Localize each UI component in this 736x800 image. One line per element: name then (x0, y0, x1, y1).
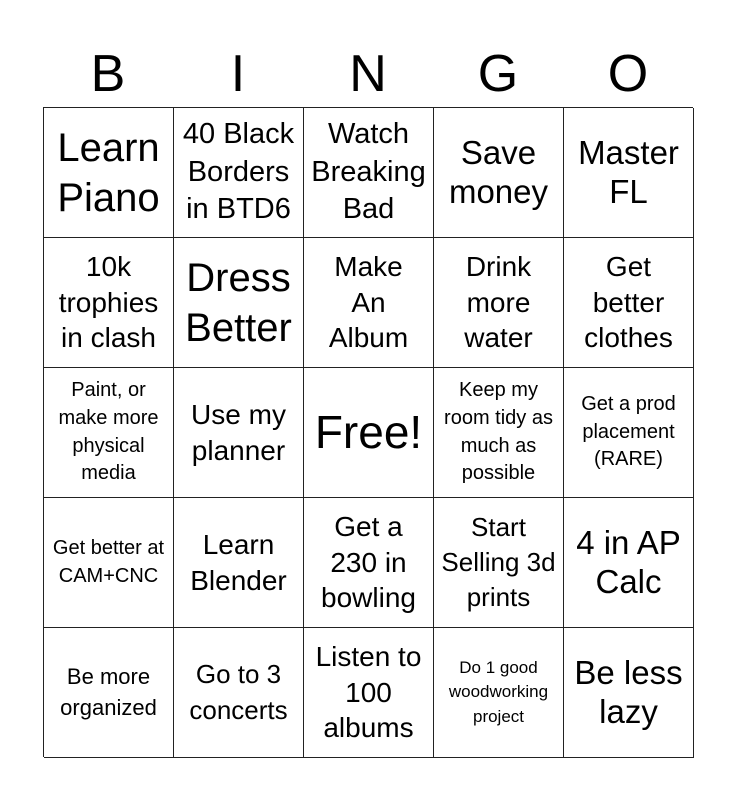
cell-text: Dress Better (185, 255, 292, 350)
bingo-cell[interactable] (304, 498, 434, 628)
bingo-cell[interactable] (174, 238, 304, 368)
bingo-cell[interactable] (434, 368, 564, 498)
bingo-cell[interactable] (434, 498, 564, 628)
header-letter-i: I (230, 45, 246, 103)
cell-text: Master FL (578, 133, 679, 210)
cell-text: Save money (448, 133, 549, 210)
bingo-cell[interactable] (44, 108, 174, 238)
cell-text: Paint, or make more physical media (58, 379, 159, 485)
bingo-cell[interactable] (44, 628, 174, 758)
cell-text: Be more organized (60, 664, 157, 720)
bingo-grid (43, 107, 693, 757)
bingo-cell[interactable] (44, 498, 174, 628)
cell-text: Be less lazy (574, 653, 683, 730)
cell-text: Go to 3 concerts (189, 659, 288, 725)
bingo-cell[interactable] (564, 498, 694, 628)
cell-text: 40 Black Borders in BTD6 (182, 117, 295, 226)
cell-text: Get a 230 in bowling (321, 510, 416, 614)
bingo-header (43, 40, 693, 108)
header-letter-b: B (90, 45, 126, 103)
bingo-cell[interactable] (564, 628, 694, 758)
cell-text: Use my planner (191, 398, 286, 466)
bingo-cell[interactable] (564, 368, 694, 498)
cell-text: Make An Album (328, 250, 409, 354)
bingo-cell[interactable] (304, 108, 434, 238)
cell-text: Drink more water (464, 250, 533, 354)
cell-text: Listen to 100 albums (315, 640, 422, 744)
bingo-cell[interactable] (304, 238, 434, 368)
bingo-cell[interactable] (304, 628, 434, 758)
cell-text: Start Selling 3d prints (441, 511, 556, 613)
bingo-cell[interactable] (174, 498, 304, 628)
bingo-cell[interactable] (564, 108, 694, 238)
cell-text: Free! (314, 405, 423, 458)
bingo-cell[interactable] (44, 368, 174, 498)
bingo-cell[interactable] (44, 238, 174, 368)
bingo-cell[interactable] (174, 368, 304, 498)
bingo-cell[interactable] (174, 628, 304, 758)
header-letter-g: G (477, 45, 519, 103)
cell-text: Get better clothes (584, 250, 673, 354)
bingo-cell[interactable] (434, 238, 564, 368)
cell-text: Get better at CAM+CNC (52, 536, 165, 587)
bingo-cell[interactable] (174, 108, 304, 238)
cell-text: Watch Breaking Bad (311, 117, 426, 226)
cell-text: Do 1 good woodworking project (448, 658, 549, 726)
cell-text: Get a prod placement (RARE) (581, 393, 676, 471)
header-letter-o: O (607, 45, 649, 103)
cell-text: Learn Piano (57, 125, 160, 220)
cell-text: Learn Blender (190, 528, 287, 596)
header-letter-n: N (349, 45, 387, 103)
bingo-cell[interactable] (564, 238, 694, 368)
bingo-cell[interactable] (434, 628, 564, 758)
cell-text: Keep my room tidy as much as possible (444, 379, 553, 485)
bingo-cell-free[interactable] (304, 368, 434, 498)
bingo-cell[interactable] (434, 108, 564, 238)
cell-text: 4 in AP Calc (576, 523, 681, 600)
cell-text: 10k trophies in clash (58, 250, 159, 354)
